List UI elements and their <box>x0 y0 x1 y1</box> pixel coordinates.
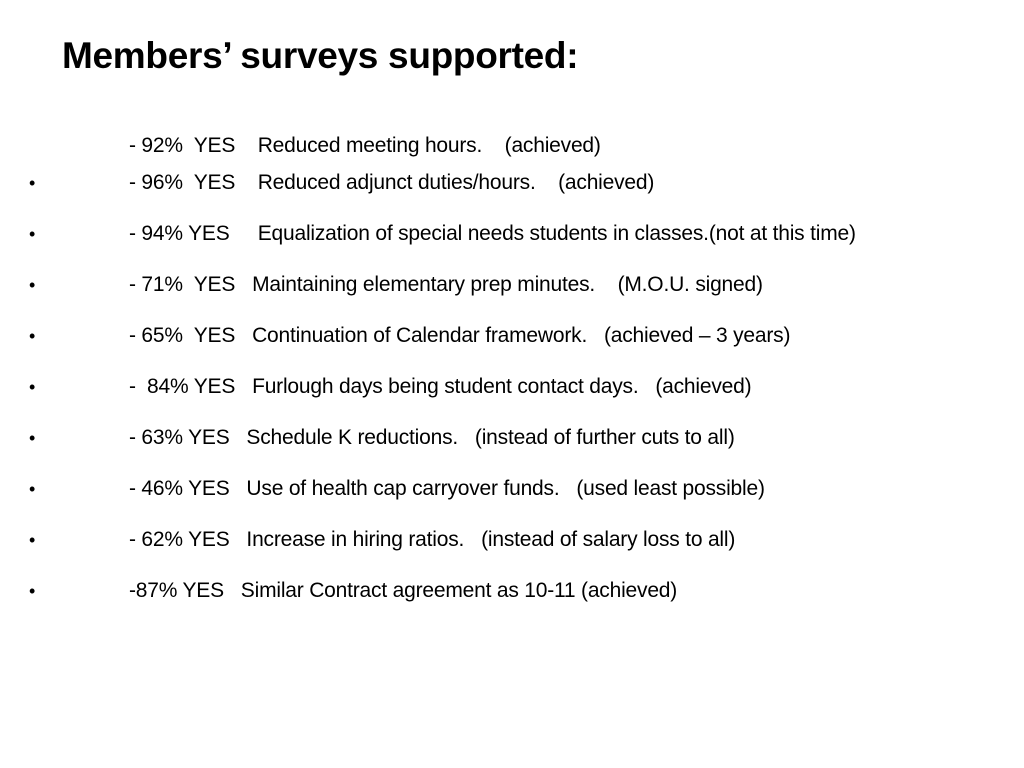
bullet: • <box>29 173 36 193</box>
list-item-text: - 84% YES Furlough days being student contact days. (achieved) <box>129 375 752 398</box>
list-item <box>0 474 1024 504</box>
bullet: • <box>29 326 36 346</box>
bullet: • <box>29 581 36 601</box>
list-item-text: - 96% YES Reduced adjunct duties/hours. (achieved) <box>129 171 655 194</box>
list-item-text: - 94% YES Equalization of special needs students in classes.(not at this time) <box>129 222 856 245</box>
bullet: • <box>29 224 36 244</box>
list-item <box>0 372 1024 402</box>
list-item-text: - 46% YES Use of health cap carryover funds. (used least possible) <box>129 477 765 500</box>
list-item <box>0 270 1024 300</box>
list-item <box>0 219 1024 249</box>
bullet: • <box>29 479 36 499</box>
list-item <box>0 576 1024 606</box>
list-item-text: - 62% YES Increase in hiring ratios. (instead of salary loss to all) <box>129 528 736 551</box>
slide-title: Members’ surveys supported: <box>62 35 579 76</box>
list-item <box>0 131 1024 161</box>
list-item-text: - 63% YES Schedule K reductions. (instead of further cuts to all) <box>129 426 735 449</box>
list-item-text: - 65% YES Continuation of Calendar framework. (achieved – 3 years) <box>129 324 791 347</box>
list-item-text: - 71% YES Maintaining elementary prep minutes. (M.O.U. signed) <box>129 273 763 296</box>
list-item-text: - 92% YES Reduced meeting hours. (achieved) <box>129 134 601 157</box>
list-item <box>0 168 1024 198</box>
bullet: • <box>29 530 36 550</box>
list-item <box>0 525 1024 555</box>
bullet: • <box>29 377 36 397</box>
list-item <box>0 321 1024 351</box>
list-item <box>0 423 1024 453</box>
list-item-text: -87% YES Similar Contract agreement as 10-11 (achieved) <box>129 579 678 602</box>
bullet: • <box>29 428 36 448</box>
bullet: • <box>29 275 36 295</box>
